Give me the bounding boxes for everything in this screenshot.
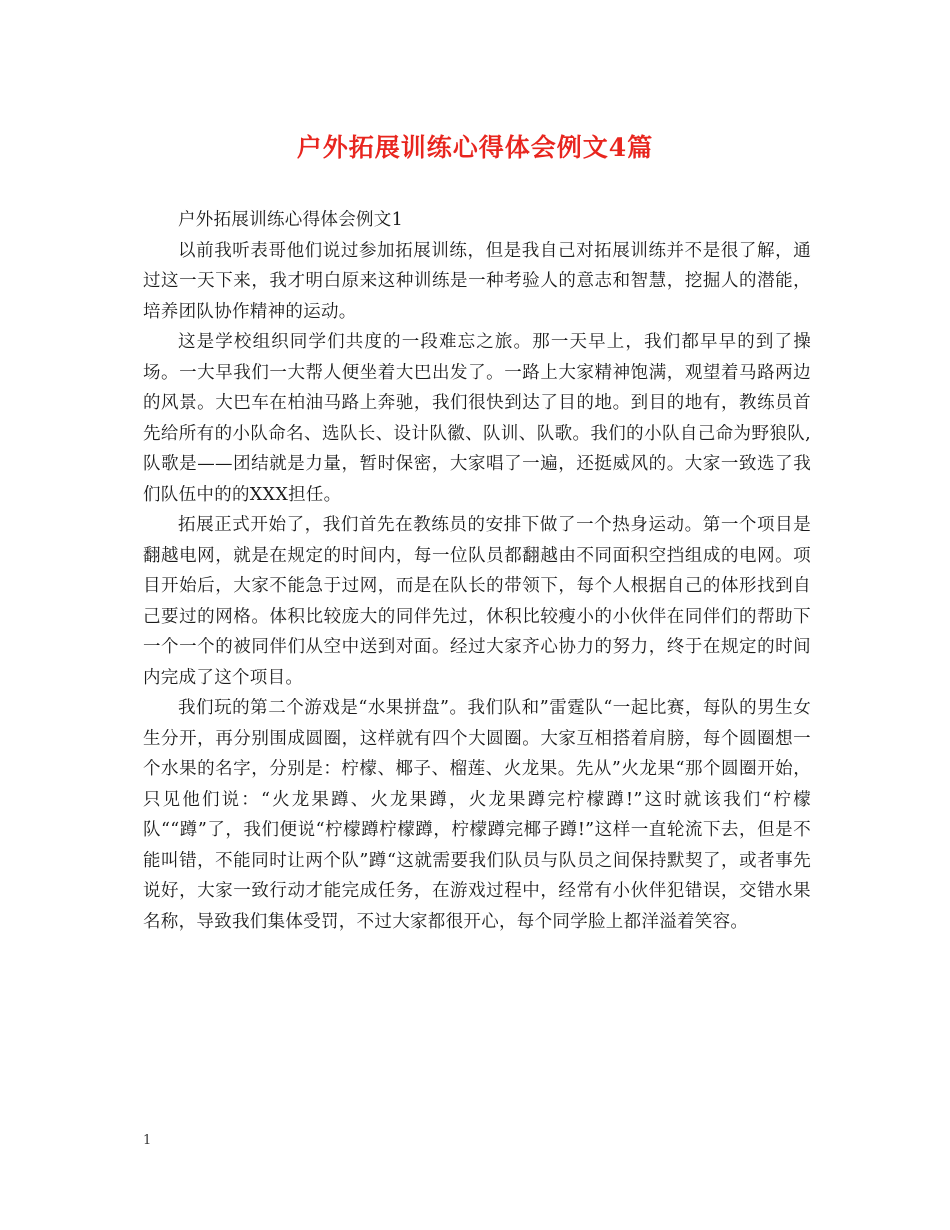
page-number: 1 [143,1133,152,1148]
document-title: 户外拓展训练心得体会例文4篇 [296,133,654,162]
paragraph-4: 我们玩的第二个游戏是“水果拼盘”。我们队和”雷霆队“一起比赛，每队的男生女生分开，再分别围成圆圈，这样就有四个大圆圈。大家互相搭着肩膀，每个圆圈想一个水果的名字，分别是：柠檬、椰子、榴莲、火龙果。先从”火龙果“那个圆圈开始，只见他们说：“火龙果蹲、火龙果蹲，火龙果蹲完柠檬蹲!”这时就该我们“柠檬队““蹲”了，我们便说“柠檬蹲柠檬蹲，柠檬蹲完椰子蹲!”这样一直轮流下去，但是不能叫错，不能同时让两个队”蹲“这就需要我们队员与队员之间保持默契了，或者事先说好，大家一致行动才能完成任务，在游戏过程中，经常有小伙伴犯错误，交错水果名称，导致我们集体受罚，不过大家都很开心，每个同学脸上都洋溢着笑容。 [143,698,811,932]
document-body [143,205,811,937]
paragraph-2: 这是学校组织同学们共度的一段难忘之旅。那一天早上，我们都早早的到了操场。一大早我们一大帮人便坐着大巴出发了。一路上大家精神饱满，观望着马路两边的风景。大巴车在柏油马路上奔驰，我们很快到达了目的地。到目的地有，教练员首先给所有的小队命名、选队长、设计队徽、队训、队歌。我们的小队自己命为野狼队,队歌是——团结就是力量，暂时保密，大家唱了一遍，还挺威风的。大家一致选了我们队伍中的的XXX担任。 [143,332,811,505]
paragraph-1: 以前我听表哥他们说过参加拓展训练，但是我自己对拓展训练并不是很了解，通过这一天下来，我才明白原来这种训练是一种考验人的意志和智慧，挖掘人的潜能，培养团队协作精神的运动。 [143,240,811,322]
section-heading: 户外拓展训练心得体会例文1 [178,210,404,230]
paragraph-3: 拓展正式开始了，我们首先在教练员的安排下做了一个热身运动。第一个项目是翻越电网，就是在规定的时间内，每一位队员都翻越由不同面积空挡组成的电网。项目开始后，大家不能急于过网，而是在队长的带领下，每个人根据自己的体形找到自己要过的网格。体积比较庞大的同伴先过，休积比较瘦小的小伙伴在同伴们的帮助下一个一个的被同伴们从空中送到对面。经过大家齐心协力的努力，终于在规定的时间内完成了这个项目。 [143,515,811,688]
